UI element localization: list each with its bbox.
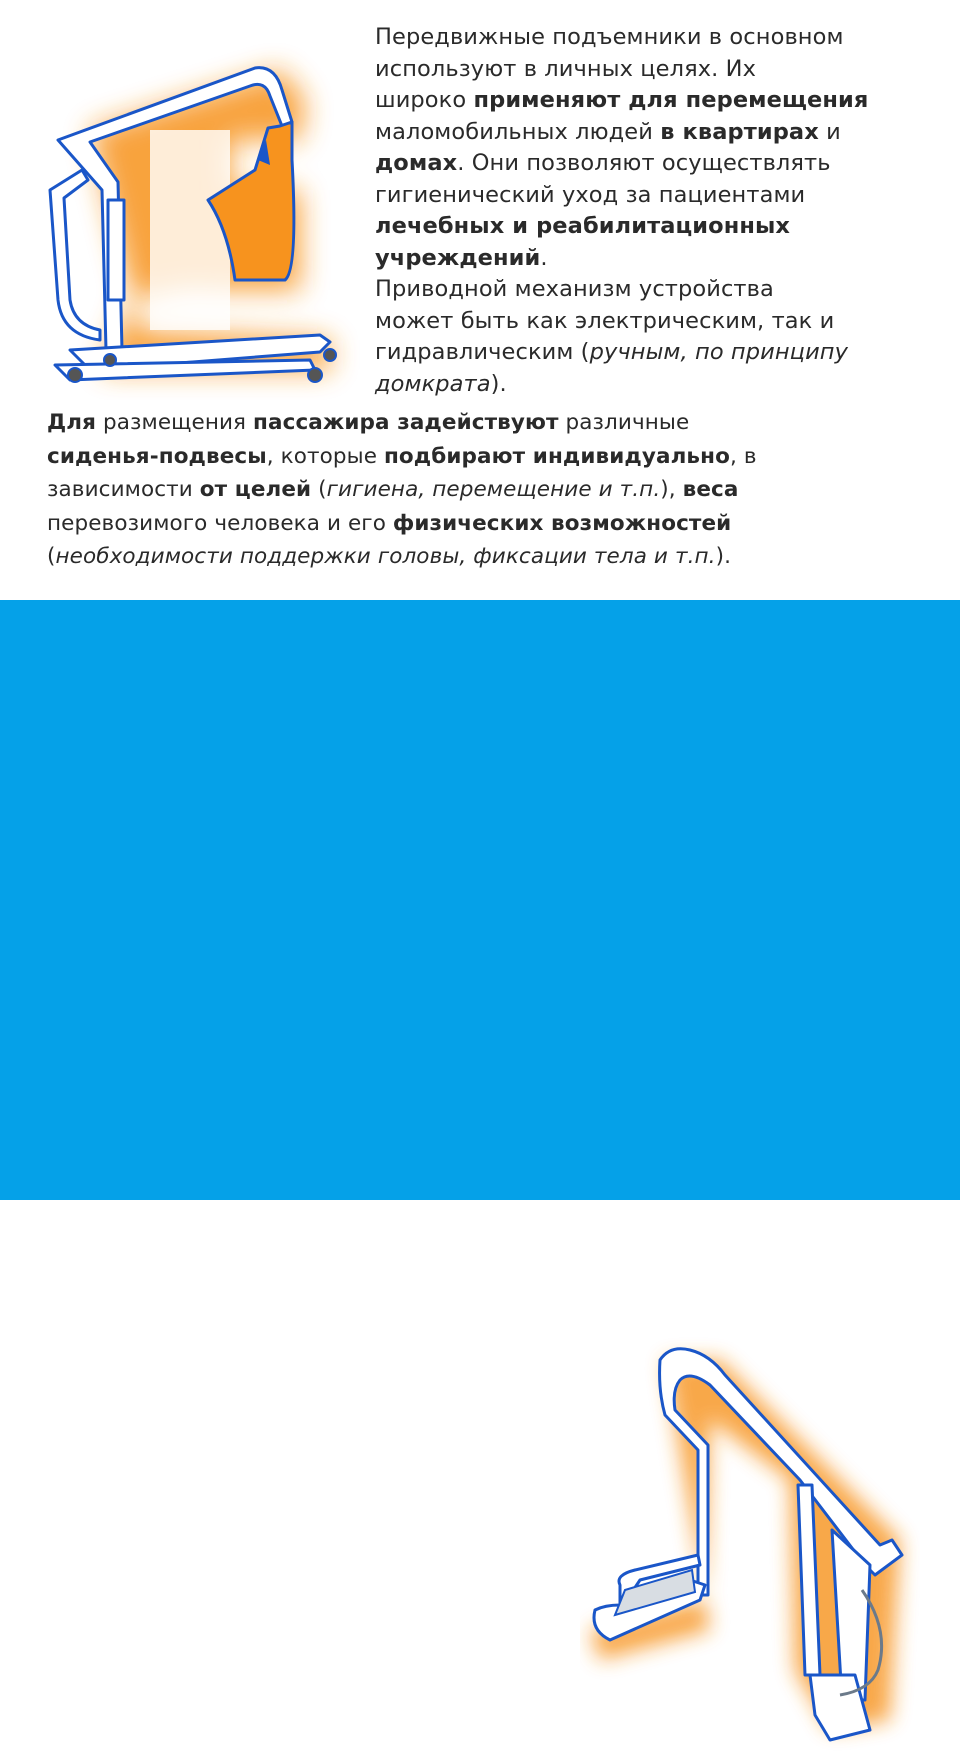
bold-text: физических возможностей bbox=[392, 510, 732, 536]
text: Подъемники для бассейна также могут комплектоваться bbox=[47, 1229, 712, 1254]
text: не только в bbox=[331, 1324, 471, 1350]
text: попадания bbox=[47, 1674, 179, 1700]
italic-text: домкрата bbox=[375, 370, 491, 397]
italic-text: необходимости поддержки головы, фиксации тела и т.п. bbox=[55, 544, 716, 569]
text: изготавливается bbox=[330, 1515, 532, 1541]
text: и bbox=[818, 118, 841, 145]
text: Для предотвращения образования bbox=[47, 1483, 448, 1509]
text-line bbox=[375, 117, 868, 149]
text-line bbox=[375, 54, 868, 86]
text: различные bbox=[558, 410, 690, 435]
text: маломобильных людей bbox=[375, 118, 661, 145]
italic-text: ручным, по принципу bbox=[589, 339, 849, 365]
text: ( bbox=[47, 544, 56, 569]
text-line bbox=[375, 180, 868, 212]
text: , bbox=[355, 1419, 363, 1445]
sling-seats-paragraph bbox=[47, 406, 757, 574]
text: гигиенический уход за пациентами bbox=[375, 181, 806, 208]
text: . Они позволяют осуществлять bbox=[457, 150, 831, 176]
text: Все bbox=[47, 1610, 95, 1636]
italic-text: электропривод/гидропривод bbox=[55, 1292, 388, 1318]
mobile-lifts-section bbox=[0, 0, 960, 600]
text-line bbox=[47, 406, 757, 440]
bold-text: в квартирах bbox=[660, 118, 819, 145]
text: широко bbox=[375, 87, 474, 113]
pool-lifts-section bbox=[0, 600, 960, 1700]
bold-text: частных домах bbox=[166, 1419, 356, 1445]
text: . bbox=[422, 1578, 429, 1604]
text: . bbox=[540, 244, 548, 271]
bold-text: применяют для перемещения bbox=[473, 87, 869, 113]
text-line bbox=[375, 211, 868, 243]
text: оборудованных басейном. bbox=[47, 1451, 350, 1477]
bold-text: подбирают индивидуально bbox=[383, 443, 730, 469]
text: также и в bbox=[47, 1419, 167, 1445]
text-line bbox=[375, 274, 868, 306]
bold-text: металла с bbox=[420, 1546, 547, 1572]
text-line bbox=[375, 306, 868, 338]
bold-text: имеют защиту от bbox=[195, 1642, 413, 1668]
italic-text: гигиена, перемещение и т.п. bbox=[326, 477, 661, 502]
text-line bbox=[375, 85, 868, 117]
text-line bbox=[47, 1258, 711, 1290]
mobile-lifts-paragraph bbox=[375, 22, 868, 400]
text-line bbox=[375, 243, 868, 275]
text-line bbox=[47, 1226, 711, 1258]
bold-text: сиденья-подвесы bbox=[47, 443, 267, 469]
text: и bbox=[189, 1387, 218, 1413]
text-line bbox=[47, 540, 757, 574]
text: Приводной механизм устройства bbox=[375, 276, 774, 302]
bold-text: от целей bbox=[199, 477, 312, 502]
text: , bbox=[449, 1356, 457, 1382]
bold-text: пассажира задействуют bbox=[253, 410, 559, 435]
text-line bbox=[375, 22, 868, 54]
text: используют в личных целях. Их bbox=[375, 55, 756, 82]
text: ), bbox=[660, 477, 683, 502]
text: ржавчины bbox=[47, 1515, 172, 1541]
text-line bbox=[375, 148, 868, 180]
bold-text: лечебных и реабилитационных bbox=[375, 213, 791, 239]
text-line bbox=[47, 440, 757, 474]
bold-text: санаториях bbox=[47, 1387, 190, 1413]
text: , в bbox=[729, 443, 757, 469]
bold-text: веса bbox=[682, 477, 739, 502]
text: зависимости bbox=[47, 477, 200, 502]
text: ). bbox=[490, 370, 507, 397]
text: . bbox=[248, 1674, 256, 1700]
text: , но bbox=[507, 1387, 549, 1413]
text: ( bbox=[47, 1292, 56, 1318]
text-line bbox=[47, 507, 757, 541]
text: гидравлическим ( bbox=[375, 339, 590, 365]
text: ( bbox=[311, 477, 327, 502]
bold-text: Для bbox=[47, 410, 97, 435]
bold-text: домах bbox=[375, 150, 458, 176]
text: различными приводными механизмами bbox=[47, 1260, 502, 1286]
bold-text: антикоррозийным покрытием bbox=[47, 1578, 423, 1604]
text: перевозимого человека и его bbox=[47, 510, 393, 536]
text: размещения bbox=[96, 410, 254, 435]
text-line bbox=[375, 369, 868, 401]
pool-lift-illustration bbox=[580, 1330, 920, 1760]
text-line bbox=[47, 473, 757, 507]
bold-text: учреждений bbox=[375, 244, 541, 271]
bold-text: конструкция bbox=[171, 1515, 331, 1541]
bold-text: оздоровительных учреждениях bbox=[47, 1356, 450, 1382]
bold-text: из нержавеющей стали bbox=[47, 1546, 346, 1572]
text-line bbox=[375, 337, 868, 369]
text: подъемника bbox=[47, 1642, 196, 1668]
bold-text: центрах реабилитации bbox=[217, 1387, 508, 1413]
mobile-patient-lift-illustration bbox=[30, 30, 370, 400]
text-line bbox=[47, 1290, 711, 1322]
text: Передвижные подъемники в основном bbox=[375, 24, 844, 50]
text: ). bbox=[715, 544, 732, 569]
text: Устройства bbox=[47, 1324, 184, 1350]
bold-text: влаги bbox=[178, 1674, 249, 1700]
text: ). bbox=[388, 1292, 404, 1318]
text: , либо bbox=[345, 1546, 421, 1572]
bold-text: используют bbox=[183, 1324, 332, 1350]
text: может быть как электрическим, так и bbox=[375, 307, 835, 334]
text: , которые bbox=[266, 443, 384, 469]
bold-text: электрические компоненты bbox=[94, 1610, 444, 1636]
